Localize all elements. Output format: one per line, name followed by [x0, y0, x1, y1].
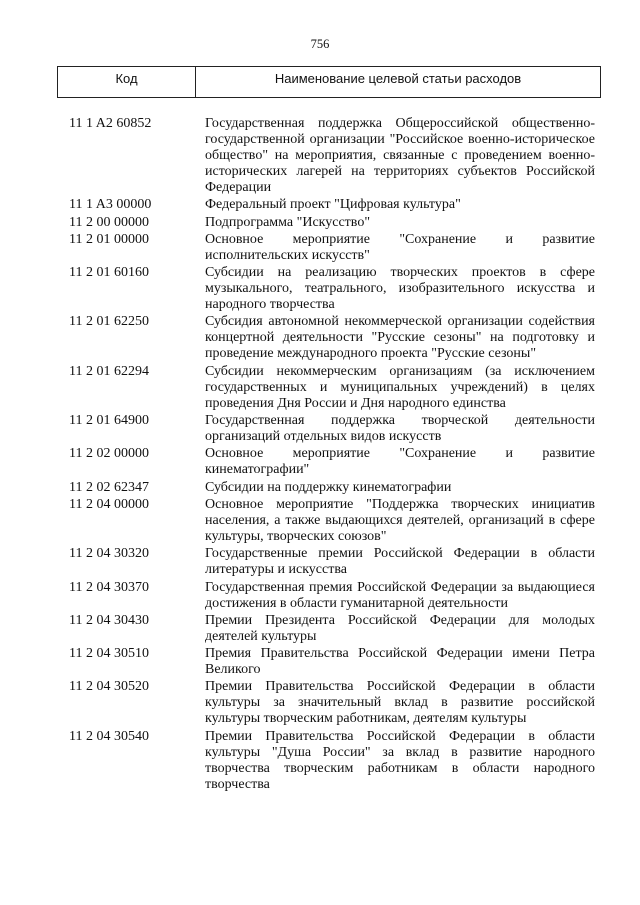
table-row [69, 613, 595, 645]
row-code: 11 2 04 30520 [69, 679, 149, 695]
header-code-label: Код [115, 71, 138, 86]
row-code: 11 2 01 62294 [69, 363, 149, 379]
row-code: 11 2 01 60160 [69, 265, 149, 281]
table-row [69, 232, 595, 264]
table-row [69, 314, 595, 362]
row-code: 11 2 04 30370 [69, 579, 149, 595]
table-row [69, 497, 595, 545]
table-row [69, 729, 595, 793]
row-name: Основное мероприятие "Поддержка творческих инициатив населения, а также выдающихся деятелей, организаций в сфере культуры, творческих союзов" [205, 496, 595, 544]
row-name: Основное мероприятие "Сохранение и развитие исполнительских искусств" [205, 231, 595, 263]
row-code: 11 2 04 30430 [69, 612, 149, 628]
row-code: 11 2 04 00000 [69, 496, 149, 512]
row-code: 11 2 01 00000 [69, 231, 149, 247]
row-code: 11 2 00 00000 [69, 214, 149, 230]
page-number: 756 [310, 37, 330, 51]
table-row [69, 580, 595, 612]
table-row [69, 480, 595, 496]
row-name: Субсидии на реализацию творческих проектов в сфере музыкального, театрального, изобразительного искусства и народного творчества [205, 265, 595, 313]
table-row [69, 265, 595, 313]
row-name: Государственные премии Российской Федерации в области литературы и искусства [205, 546, 595, 578]
row-name: Премия Правительства Российской Федерации имени Петра Великого [205, 646, 595, 678]
row-name: Субсидия автономной некоммерческой организации содействия концертной деятельности "Русские сезоны" на подготовку и проведение международного проекта "Русские сезоны" [205, 314, 595, 362]
row-code: 11 2 04 30320 [69, 546, 149, 562]
row-name: Подпрограмма "Искусство" [205, 214, 371, 230]
row-name: Государственная поддержка Общероссийской общественно-государственной организации "Российское военно-историческое общество" на мероприятия, связанные с проведением военно-исторических лагерей на территориях субъектов Российской Федерации [205, 116, 595, 195]
row-name: Премии Правительства Российской Федерации в области культуры за значительный вклад в развитие российской культуры творческим работникам, деятелям культуры [205, 679, 595, 727]
header-name-label: Наименование целевой статьи расходов [274, 71, 522, 86]
row-name: Субсидии на поддержку кинематографии [205, 479, 452, 495]
table-row [69, 364, 595, 412]
table-row [69, 116, 595, 196]
row-code: 11 2 04 30510 [69, 646, 149, 662]
table-row [69, 215, 595, 231]
row-name: Премии Правительства Российской Федерации в области культуры "Душа России" за вклад в развитие народного творчества творческим работникам в области народного творчества [205, 728, 595, 792]
row-name: Субсидии некоммерческим организациям (за исключением государственных и муниципальных учреждений) в целях проведения Дня России и Дня народного единства [205, 363, 595, 411]
table-header [57, 66, 601, 98]
row-code: 11 2 02 62347 [69, 479, 149, 495]
table-row [69, 646, 595, 678]
row-name: Основное мероприятие "Сохранение и развитие кинематографии" [205, 446, 595, 478]
row-code: 11 1 A3 00000 [69, 197, 152, 213]
row-code: 11 2 04 30540 [69, 728, 149, 744]
table-row [69, 197, 595, 213]
row-name: Федеральный проект "Цифровая культура" [205, 197, 461, 213]
table-row [69, 546, 595, 578]
table-row [69, 446, 595, 478]
table-row [69, 413, 595, 445]
row-code: 11 2 01 62250 [69, 314, 149, 330]
row-name: Государственная премия Российской Федерации за выдающиеся достижения в области гуманитарной деятельности [205, 579, 595, 611]
row-code: 11 1 A2 60852 [69, 116, 152, 131]
row-name: Государственная поддержка творческой деятельности организаций отдельных видов искусств [205, 413, 595, 445]
table-row [69, 679, 595, 727]
table-body [69, 116, 595, 794]
row-code: 11 2 02 00000 [69, 446, 149, 462]
row-name: Премии Президента Российской Федерации для молодых деятелей культуры [205, 612, 595, 644]
row-code: 11 2 01 64900 [69, 413, 149, 429]
